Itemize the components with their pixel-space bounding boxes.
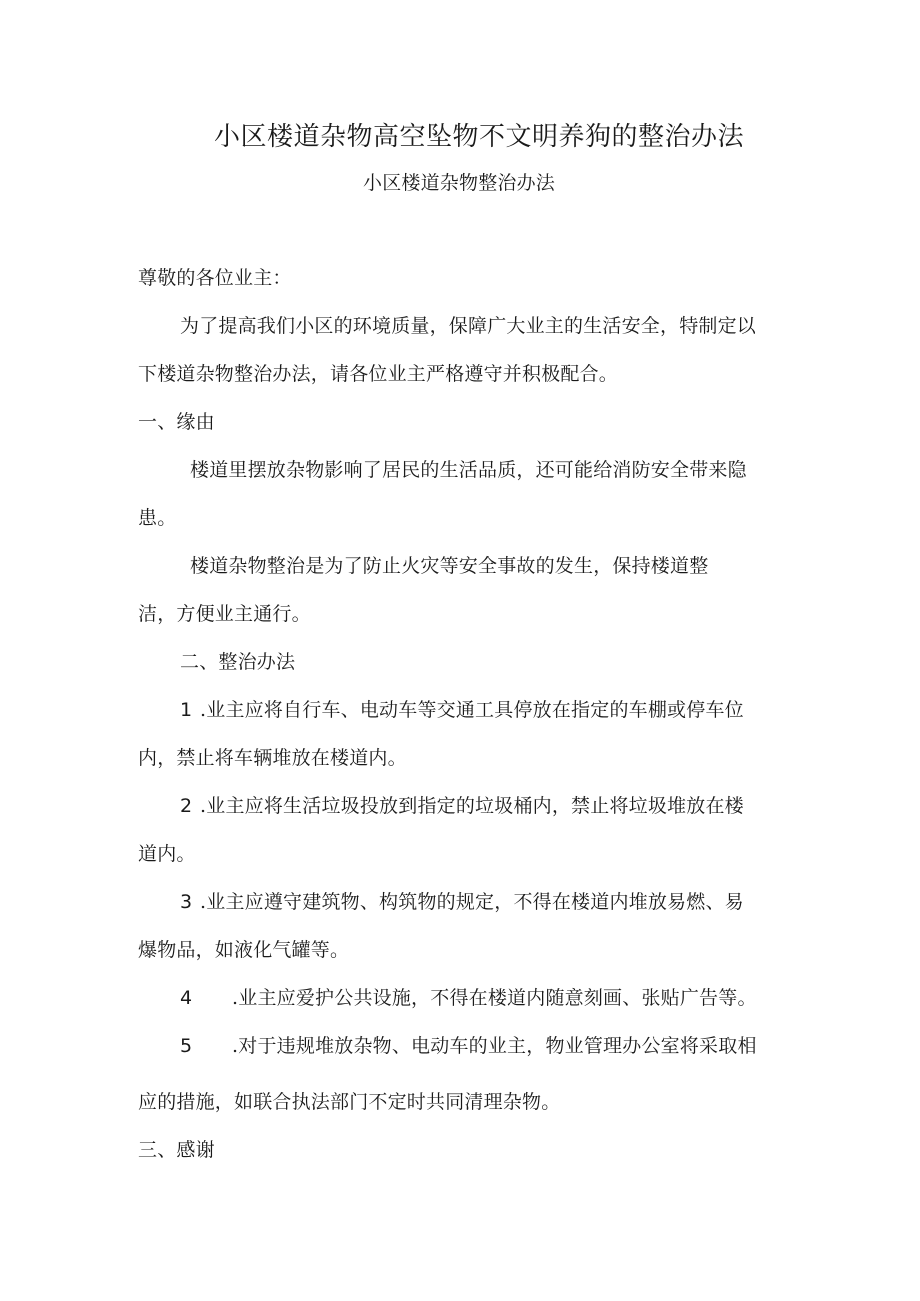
item-2-line-2: 道内。 [138,843,196,865]
item-2-line-1: .业主应将生活垃圾投放到指定的垃圾桶内，禁止将垃圾堆放在楼 [200,795,744,817]
document-subtitle: 小区楼道杂物整治办法 [363,172,556,194]
item-4-line-1: .业主应爱护公共设施，不得在楼道内随意刻画、张贴广告等。 [232,987,757,1009]
section-1-paragraph-1-line-1: 楼道里摆放杂物影响了居民的生活品质，还可能给消防安全带来隐 [190,459,747,481]
item-1-line-2: 内，禁止将车辆堆放在楼道内。 [138,747,407,769]
item-1-line-1: .业主应将自行车、电动车等交通工具停放在指定的车棚或停车位 [200,699,744,721]
item-1-number: 1 [180,699,193,721]
item-2-number: 2 [180,795,193,817]
section-1-paragraph-2-line-1: 楼道杂物整治是为了防止火灾等安全事故的发生，保持楼道整 [190,555,709,577]
section-3-heading: 三、感谢 [138,1139,215,1161]
intro-line-1: 为了提高我们小区的环境质量，保障广大业主的生活安全，特制定以 [180,315,757,337]
item-5-line-1: .对于违规堆放杂物、电动车的业主，物业管理办公室将采取相 [232,1035,757,1057]
section-2-heading: 二、整治办法 [180,651,296,673]
item-4-number: 4 [180,987,193,1009]
item-3-number: 3 [180,891,193,913]
item-5-number: 5 [180,1035,193,1057]
intro-line-2: 下楼道杂物整治办法，请各位业主严格遵守并积极配合。 [138,363,619,385]
document-title: 小区楼道杂物高空坠物不文明养狗的整治办法 [214,122,745,152]
salutation: 尊敬的各位业主： [138,267,292,289]
item-5-line-2: 应的措施，如联合执法部门不定时共同清理杂物。 [138,1091,561,1113]
section-1-heading: 一、缘由 [138,411,215,433]
section-1-paragraph-1-line-2: 患。 [138,507,177,529]
item-3-line-2: 爆物品，如液化气罐等。 [138,939,350,961]
item-3-line-1: .业主应遵守建筑物、构筑物的规定，不得在楼道内堆放易燃、易 [200,891,744,913]
section-1-paragraph-2-line-2: 洁，方便业主通行。 [138,603,311,625]
